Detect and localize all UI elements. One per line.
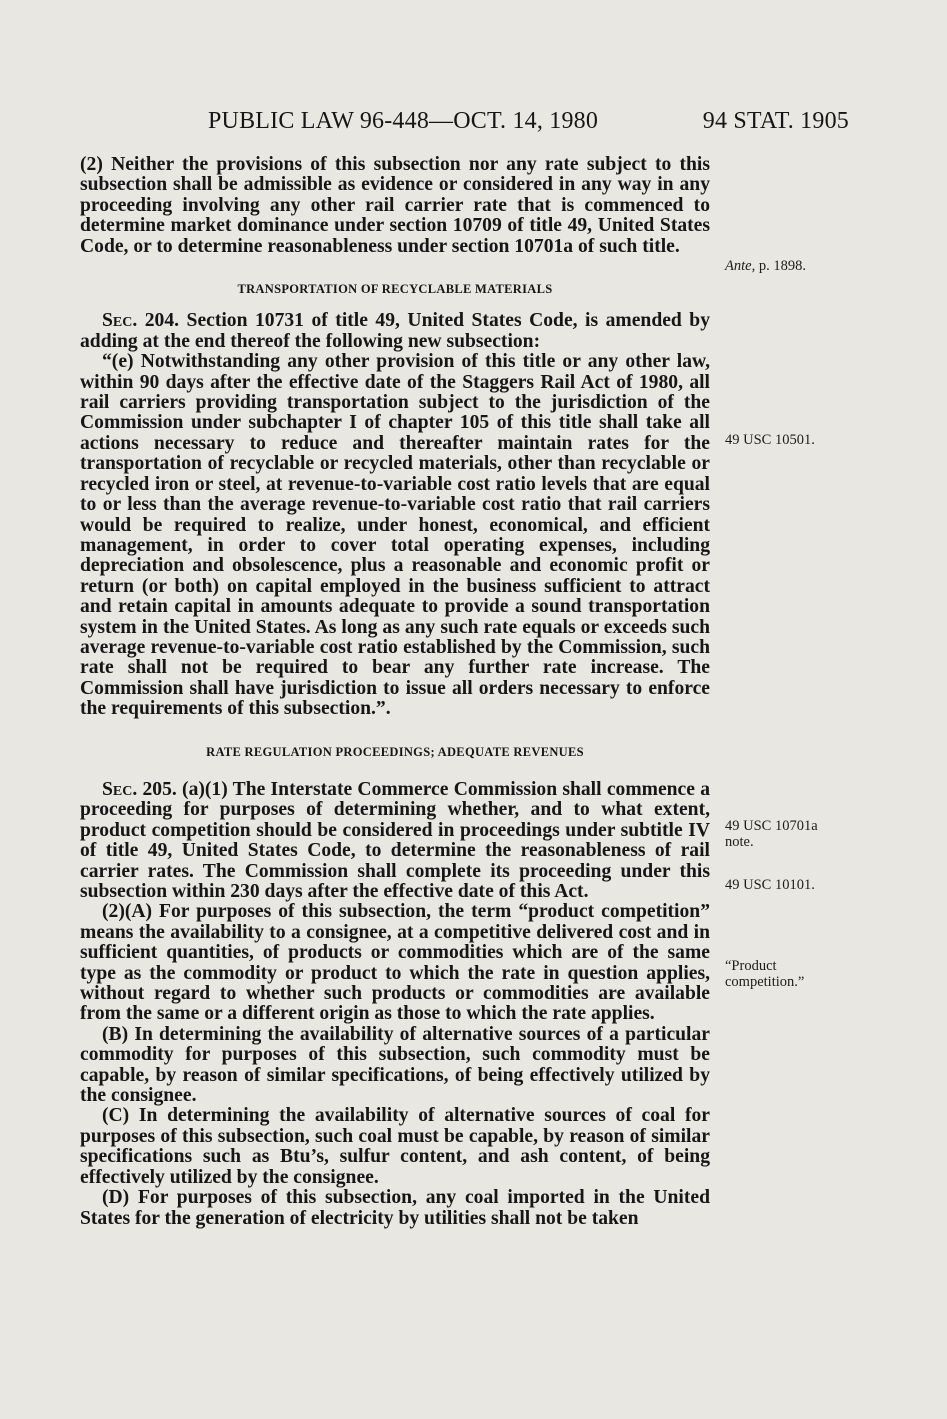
paragraph-2A: (2)(A) For purposes of this subsection, the term “product competition” means the availability to a consignee, at a competitive delivered cost and in sufficient quantities, of products or commodities which are of the same type as the commodity or product to which the rate in question applies, without regard to whether such products or commodities are available from the same or a different origin as those to which the rate applies. — [80, 901, 710, 1025]
section-205-label: Sec. 205. — [102, 778, 177, 800]
section-204-label: Sec. 204. — [102, 310, 180, 332]
margin-note-49-usc-10501: 49 USC 10501. — [725, 432, 815, 448]
paragraph-B: (B) In determining the availability of alternative sources of a particular commodity for purposes of this subsection, such commodity must be capable, by reason of similar specifications, of being effectively utilized by the consignee. — [80, 1023, 710, 1107]
product-line1: “Product — [725, 958, 777, 974]
page-header — [0, 108, 947, 142]
section-205-text: (a)(1) The Interstate Commerce Commission shall commence a proceeding for purposes of determining whether, and to what extent, product competition should be considered in proceedings under subtitle IV of title 49, United States Code, to determine the reasonableness of rail carrier rates. The Commission shall complete its proceeding under this subsection within 230 days after the effective date of this Act. — [80, 778, 711, 902]
subsection-e-paragraph: “(e) Notwithstanding any other provision of this title or any other law, within 90 days after the effective date of the Staggers Rail Act of 1980, all rail carriers providing transportation subject to the jurisdiction of the Commission under subchapter I of chapter 105 of this title shall take all actions necessary to reduce and thereafter maintain rates for the transportation of recyclable or recycled materials, other than recyclable or recycled iron or steel, at revenue-to-variable cost ratio levels that are equal to or less than the average revenue-to-variable cost ratio that rail carriers would be required to realize, under honest, economical, and efficient management, in order to cover total operating expenses, including depreciation and obsolescence, plus a reasonable and economic profit or return (or both) on capital employed in the business sufficient to attract and retain capital in amounts adequate to provide a sound transportation system in the United States. As long as any such rate equals or exceeds such average revenue-to-variable cost ratio established by the Commission, such rate shall not be required to bear any further rate increase. The Commission shall have jurisdiction to issue all orders necessary to enforce the requirements of this subsection.”. — [80, 351, 710, 720]
section-204-paragraph — [80, 311, 710, 352]
statute-page-number: 94 STAT. 1905 — [702, 108, 849, 134]
margin-note-product-competition — [725, 958, 875, 990]
ante-page: p. 1898. — [755, 258, 806, 274]
section-heading-rate-regulation: RATE REGULATION PROCEEDINGS; ADEQUATE REVENUES — [206, 744, 584, 759]
margin-note-49-usc-10101: 49 USC 10101. — [725, 877, 815, 893]
usc10701a-line1: 49 USC 10701a — [725, 818, 818, 834]
section-204-text: Section 10731 of title 49, United States Code, is amended by adding at the end thereof the following new subsection: — [80, 310, 710, 352]
paragraph-2-admissibility: (2) Neither the provisions of this subsection nor any rate subject to this subsection shall be admissible as evidence or considered in any way in any proceeding involving any other rail carrier rate that is commenced to determine market dominance under section 10709 of title 49, United States Code, or to determine reasonableness under section 10701a of such title. — [80, 154, 710, 257]
ante-label: Ante, — [725, 258, 756, 274]
section-205-paragraph — [80, 780, 710, 902]
running-title: PUBLIC LAW 96-448—OCT. 14, 1980 — [208, 108, 599, 134]
product-line2: competition.” — [725, 974, 805, 990]
paragraph-D: (D) For purposes of this subsection, any coal imported in the United States for the generation of electricity by utilities shall not be taken — [80, 1187, 710, 1229]
section-heading-recyclable: TRANSPORTATION OF RECYCLABLE MATERIALS — [237, 282, 553, 297]
paragraph-C: (C) In determining the availability of alternative sources of coal for purposes of this subsection, such coal must be capable, by reason of similar specifications such as Btu’s, sulfur content, and ash content, of being effectively utilized by the consignee. — [80, 1105, 710, 1188]
margin-note-ante — [725, 258, 875, 274]
usc10701a-line2: note. — [725, 834, 754, 850]
margin-note-49-usc-10701a — [725, 818, 875, 850]
main-text-column — [80, 155, 710, 1229]
